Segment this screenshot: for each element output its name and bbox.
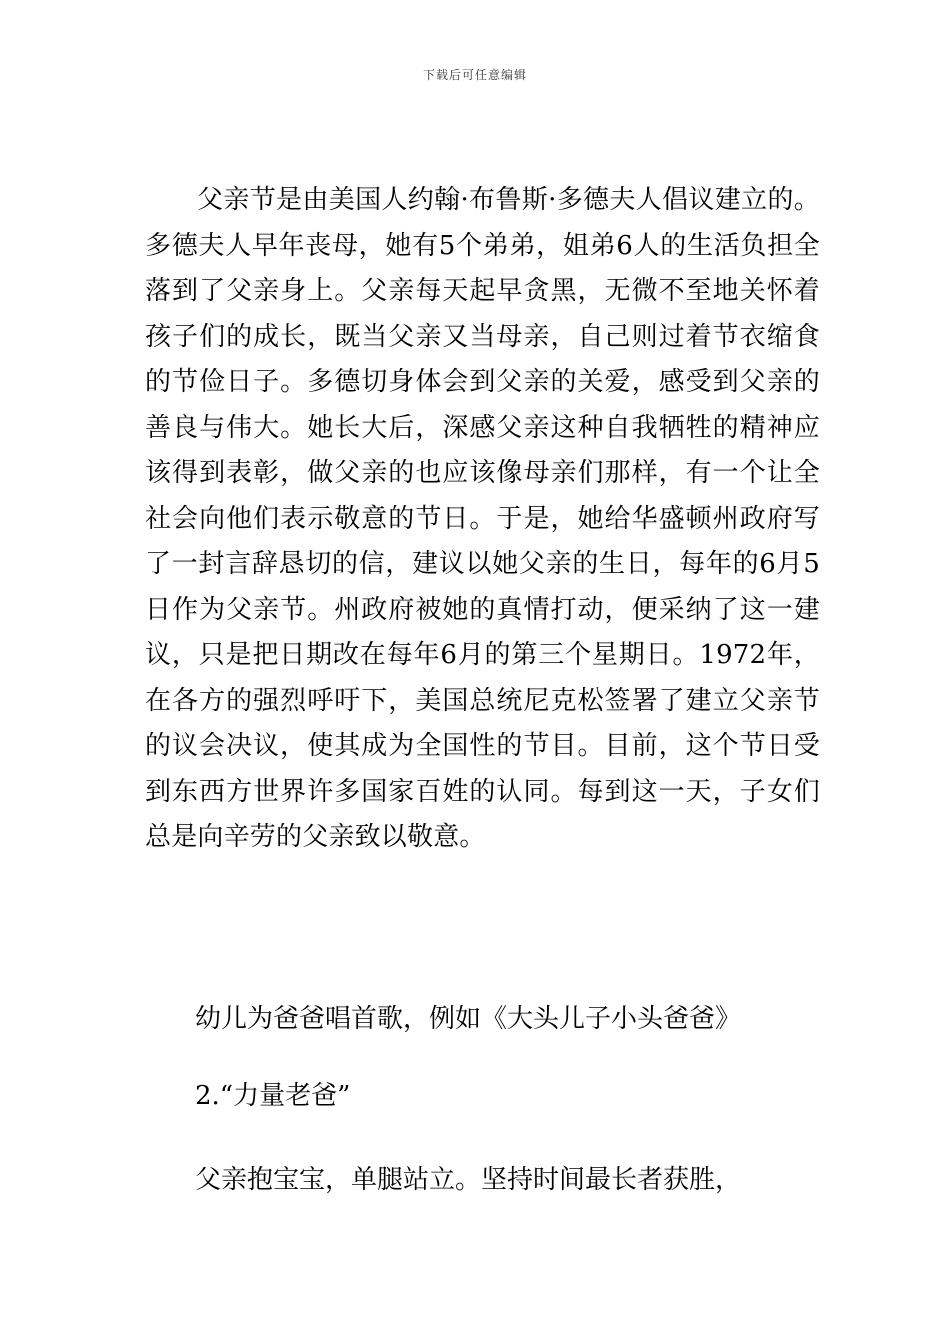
activity-description: 幼儿为爸爸唱首歌，例如《大头儿子小头爸爸》 [195, 1004, 742, 1034]
document-body [145, 178, 820, 861]
paragraph-fathers-day-history: 父亲节是由美国人约翰·布鲁斯·多德夫人倡议建立的。多德夫人早年丧母，她有5个弟弟，姐弟6人的生活负担全落到了父亲身上。父亲每天起早贪黑，无微不至地关怀着孩子们的成长，既当父亲又当母亲，自己则过着节衣缩食的节俭日子。多德切身体会到父亲的关爱，感受到父亲的善良与伟大。她长大后，深感父亲这种自我牺牲的精神应该得到表彰，做父亲的也应该像母亲们那样，有一个让全社会向他们表示敬意的节日。于是，她给华盛顿州政府写了一封言辞恳切的信，建议以她父亲的生日，每年的6月5日作为父亲节。州政府被她的真情打动，便采纳了这一建议，只是把日期改在每年6月的第三个星期日。1972年，在各方的强烈呼吁下，美国总统尼克松签署了建立父亲节的议会决议，使其成为全国性的节目。目前，这个节日受到东西方世界许多国家百姓的认同。每到这一天，子女们总是向辛劳的父亲致以敬意。 [145, 185, 820, 852]
section-heading: 2.“力量老爸” [195, 1081, 351, 1111]
activity-rule: 父亲抱宝宝，单腿站立。坚持时间最长者获胜， [195, 1165, 742, 1195]
page-header-note: 下载后可任意编辑 [422, 68, 527, 82]
